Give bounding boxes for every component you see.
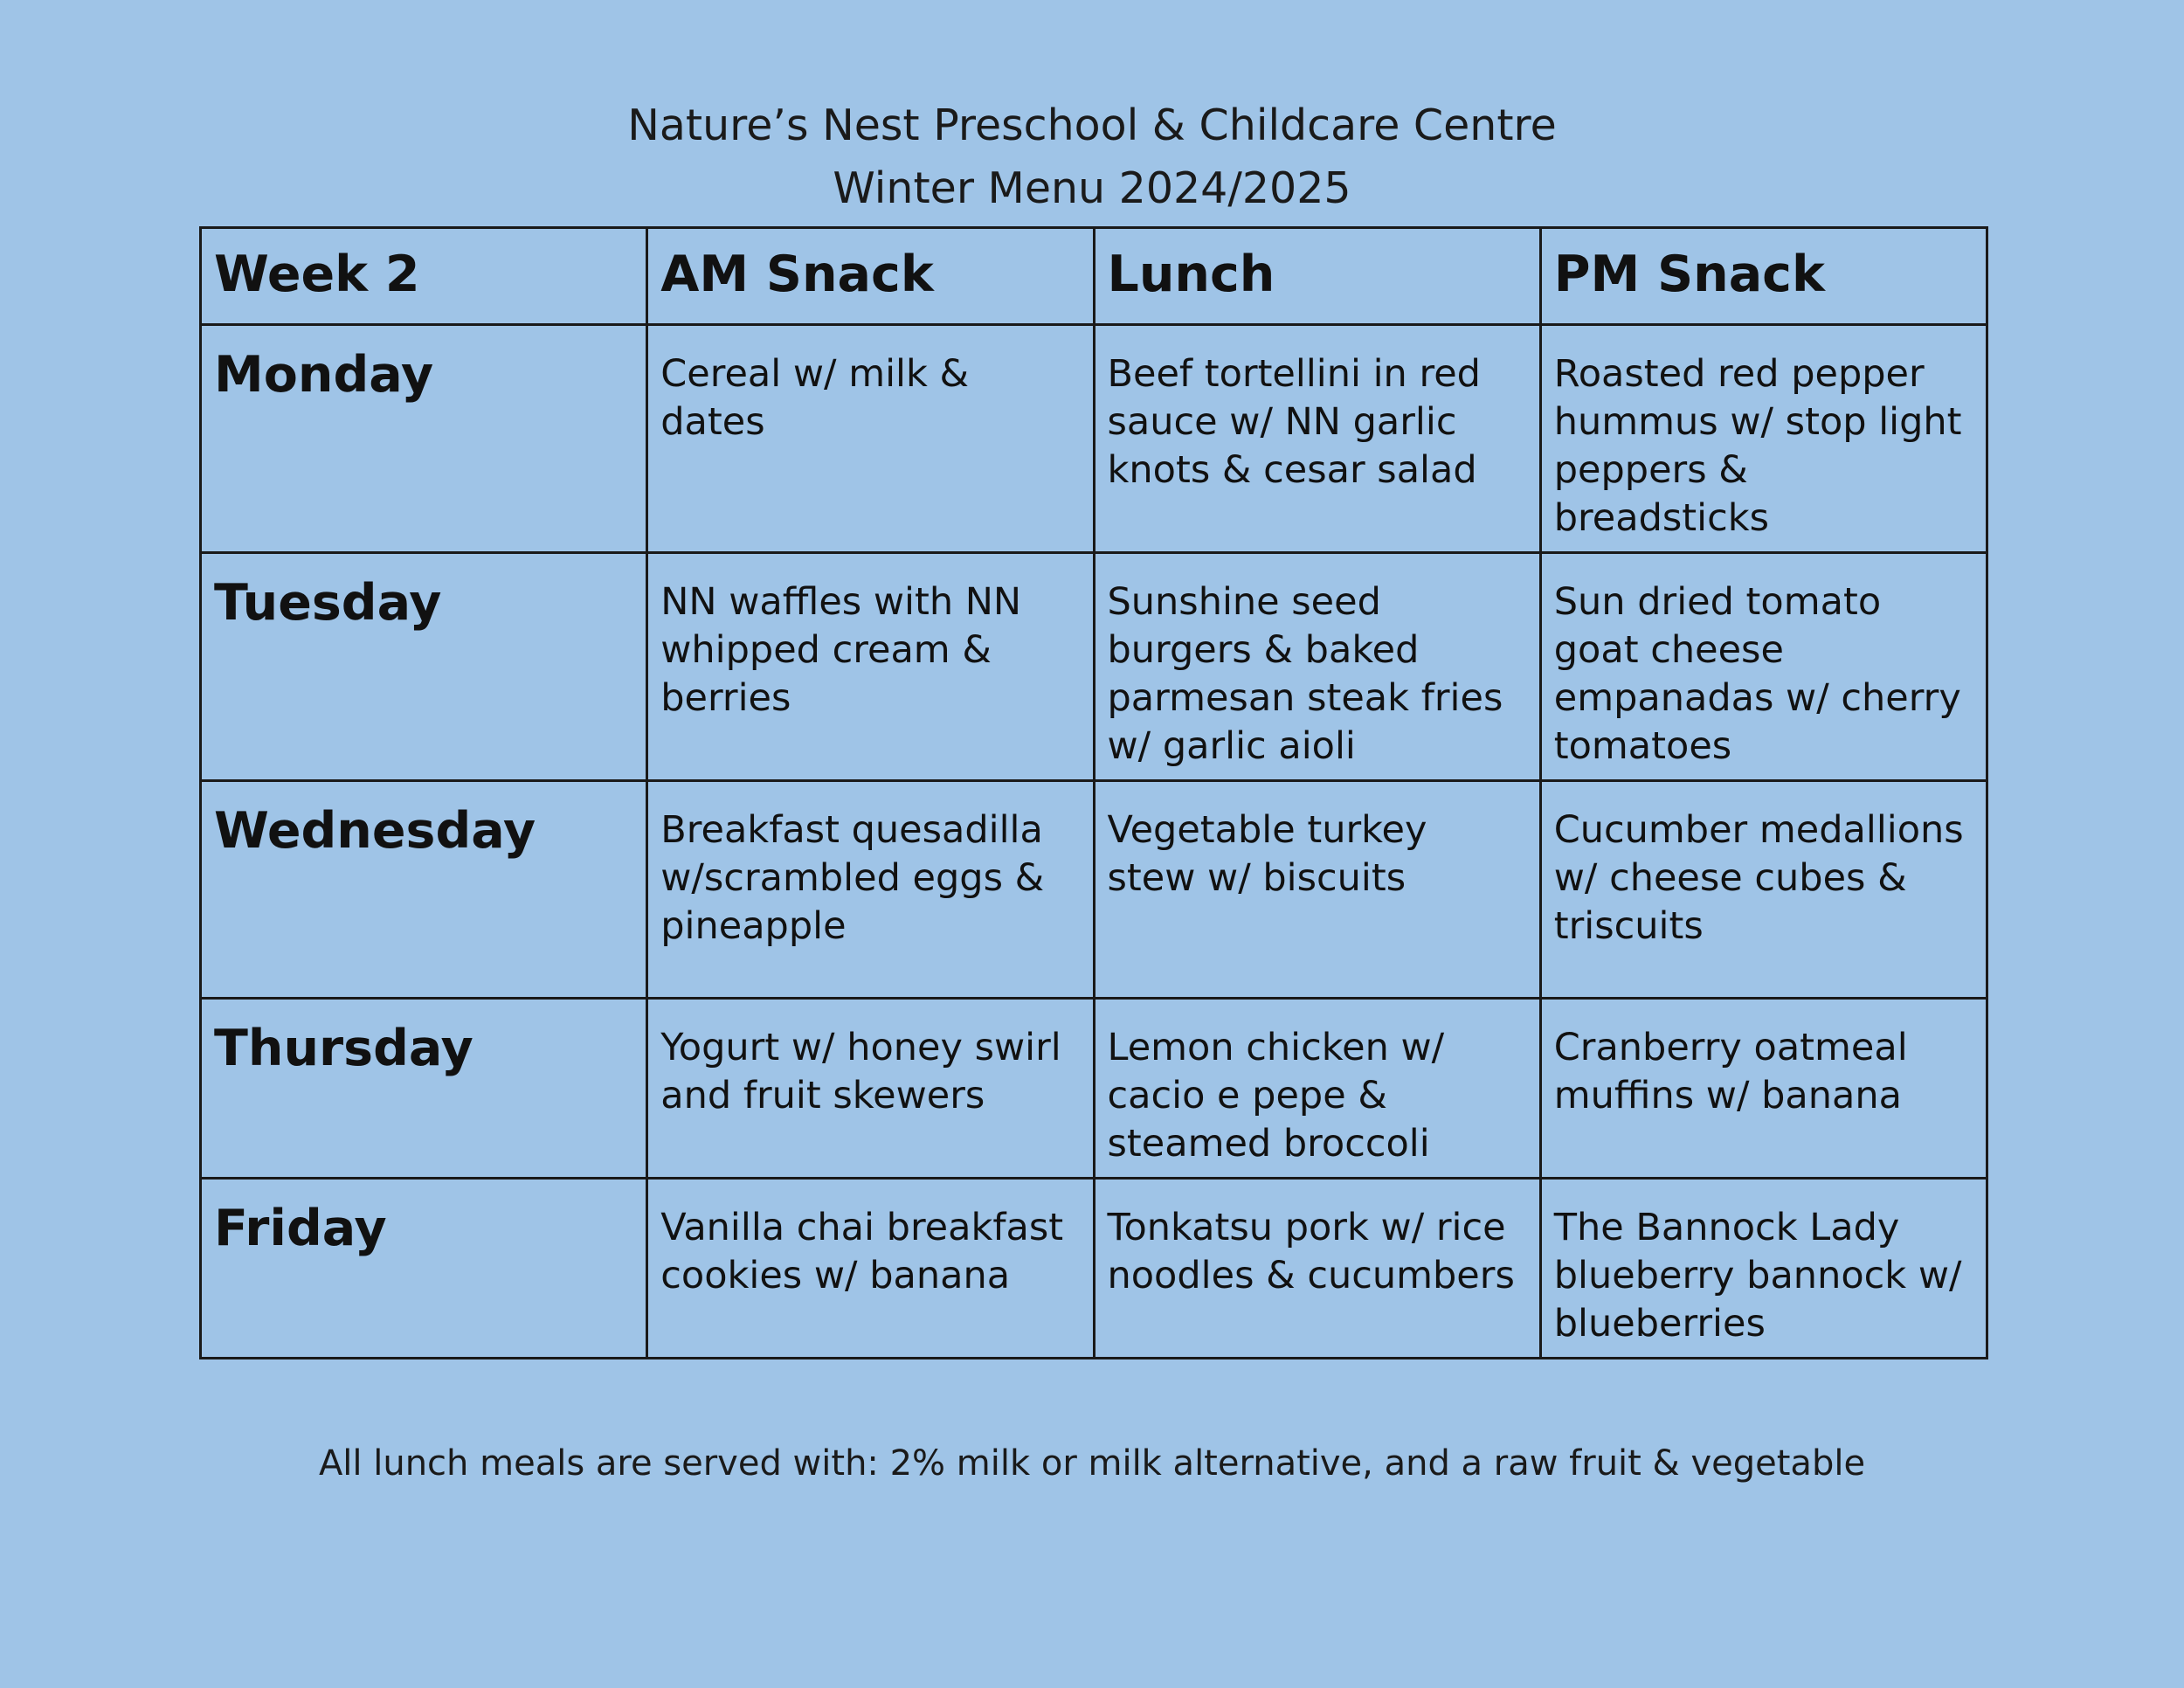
week-label: Week 2 [201,228,647,325]
day-label: Monday [201,325,647,553]
day-label: Friday [201,1179,647,1359]
menu-title: Winter Menu 2024/2025 [833,163,1351,213]
pm-snack-cell: Cranberry oatmeal muffins w/ banana [1540,999,1987,1179]
am-snack-cell: NN waffles with NN whipped cream & berries [647,553,1094,781]
am-snack-cell: Yogurt w/ honey swirl and fruit skewers [647,999,1094,1179]
day-label: Thursday [201,999,647,1179]
table-row-friday [201,1179,1987,1359]
table-header-row [201,228,1987,325]
lunch-cell: Sunshine seed burgers & baked parmesan steak fries w/ garlic aioli [1094,553,1540,781]
lunch-cell: Vegetable turkey stew w/ biscuits [1094,781,1540,999]
am-snack-cell: Vanilla chai breakfast cookies w/ banana [647,1179,1094,1359]
lunch-cell: Lemon chicken w/ cacio e pepe & steamed broccoli [1094,999,1540,1179]
day-label: Tuesday [201,553,647,781]
column-header-lunch: Lunch [1094,228,1540,325]
lunch-cell: Tonkatsu pork w/ rice noodles & cucumbers [1094,1179,1540,1359]
day-label: Wednesday [201,781,647,999]
table-row-tuesday [201,553,1987,781]
table-row-wednesday [201,781,1987,999]
lunch-note: All lunch meals are served with: 2% milk or milk alternative, and a raw fruit & vegetable [318,1443,1866,1484]
pm-snack-cell: The Bannock Lady blueberry bannock w/ blueberries [1540,1179,1987,1359]
pm-snack-cell: Roasted red pepper hummus w/ stop light peppers & breadsticks [1540,325,1987,553]
weekly-menu-table [199,226,1988,1359]
table-row-monday [201,325,1987,553]
pm-snack-cell: Sun dried tomato goat cheese empanadas w/ cherry tomatoes [1540,553,1987,781]
table-row-thursday [201,999,1987,1179]
pm-snack-cell: Cucumber medallions w/ cheese cubes & triscuits [1540,781,1987,999]
am-snack-cell: Cereal w/ milk & dates [647,325,1094,553]
lunch-cell: Beef tortellini in red sauce w/ NN garlic knots & cesar salad [1094,325,1540,553]
am-snack-cell: Breakfast quesadilla w/scrambled eggs & pineapple [647,781,1094,999]
column-header-pm-snack: PM Snack [1540,228,1987,325]
centre-name: Nature’s Nest Preschool & Childcare Centre [627,100,1557,150]
menu-header [0,94,2184,220]
column-header-am-snack: AM Snack [647,228,1094,325]
